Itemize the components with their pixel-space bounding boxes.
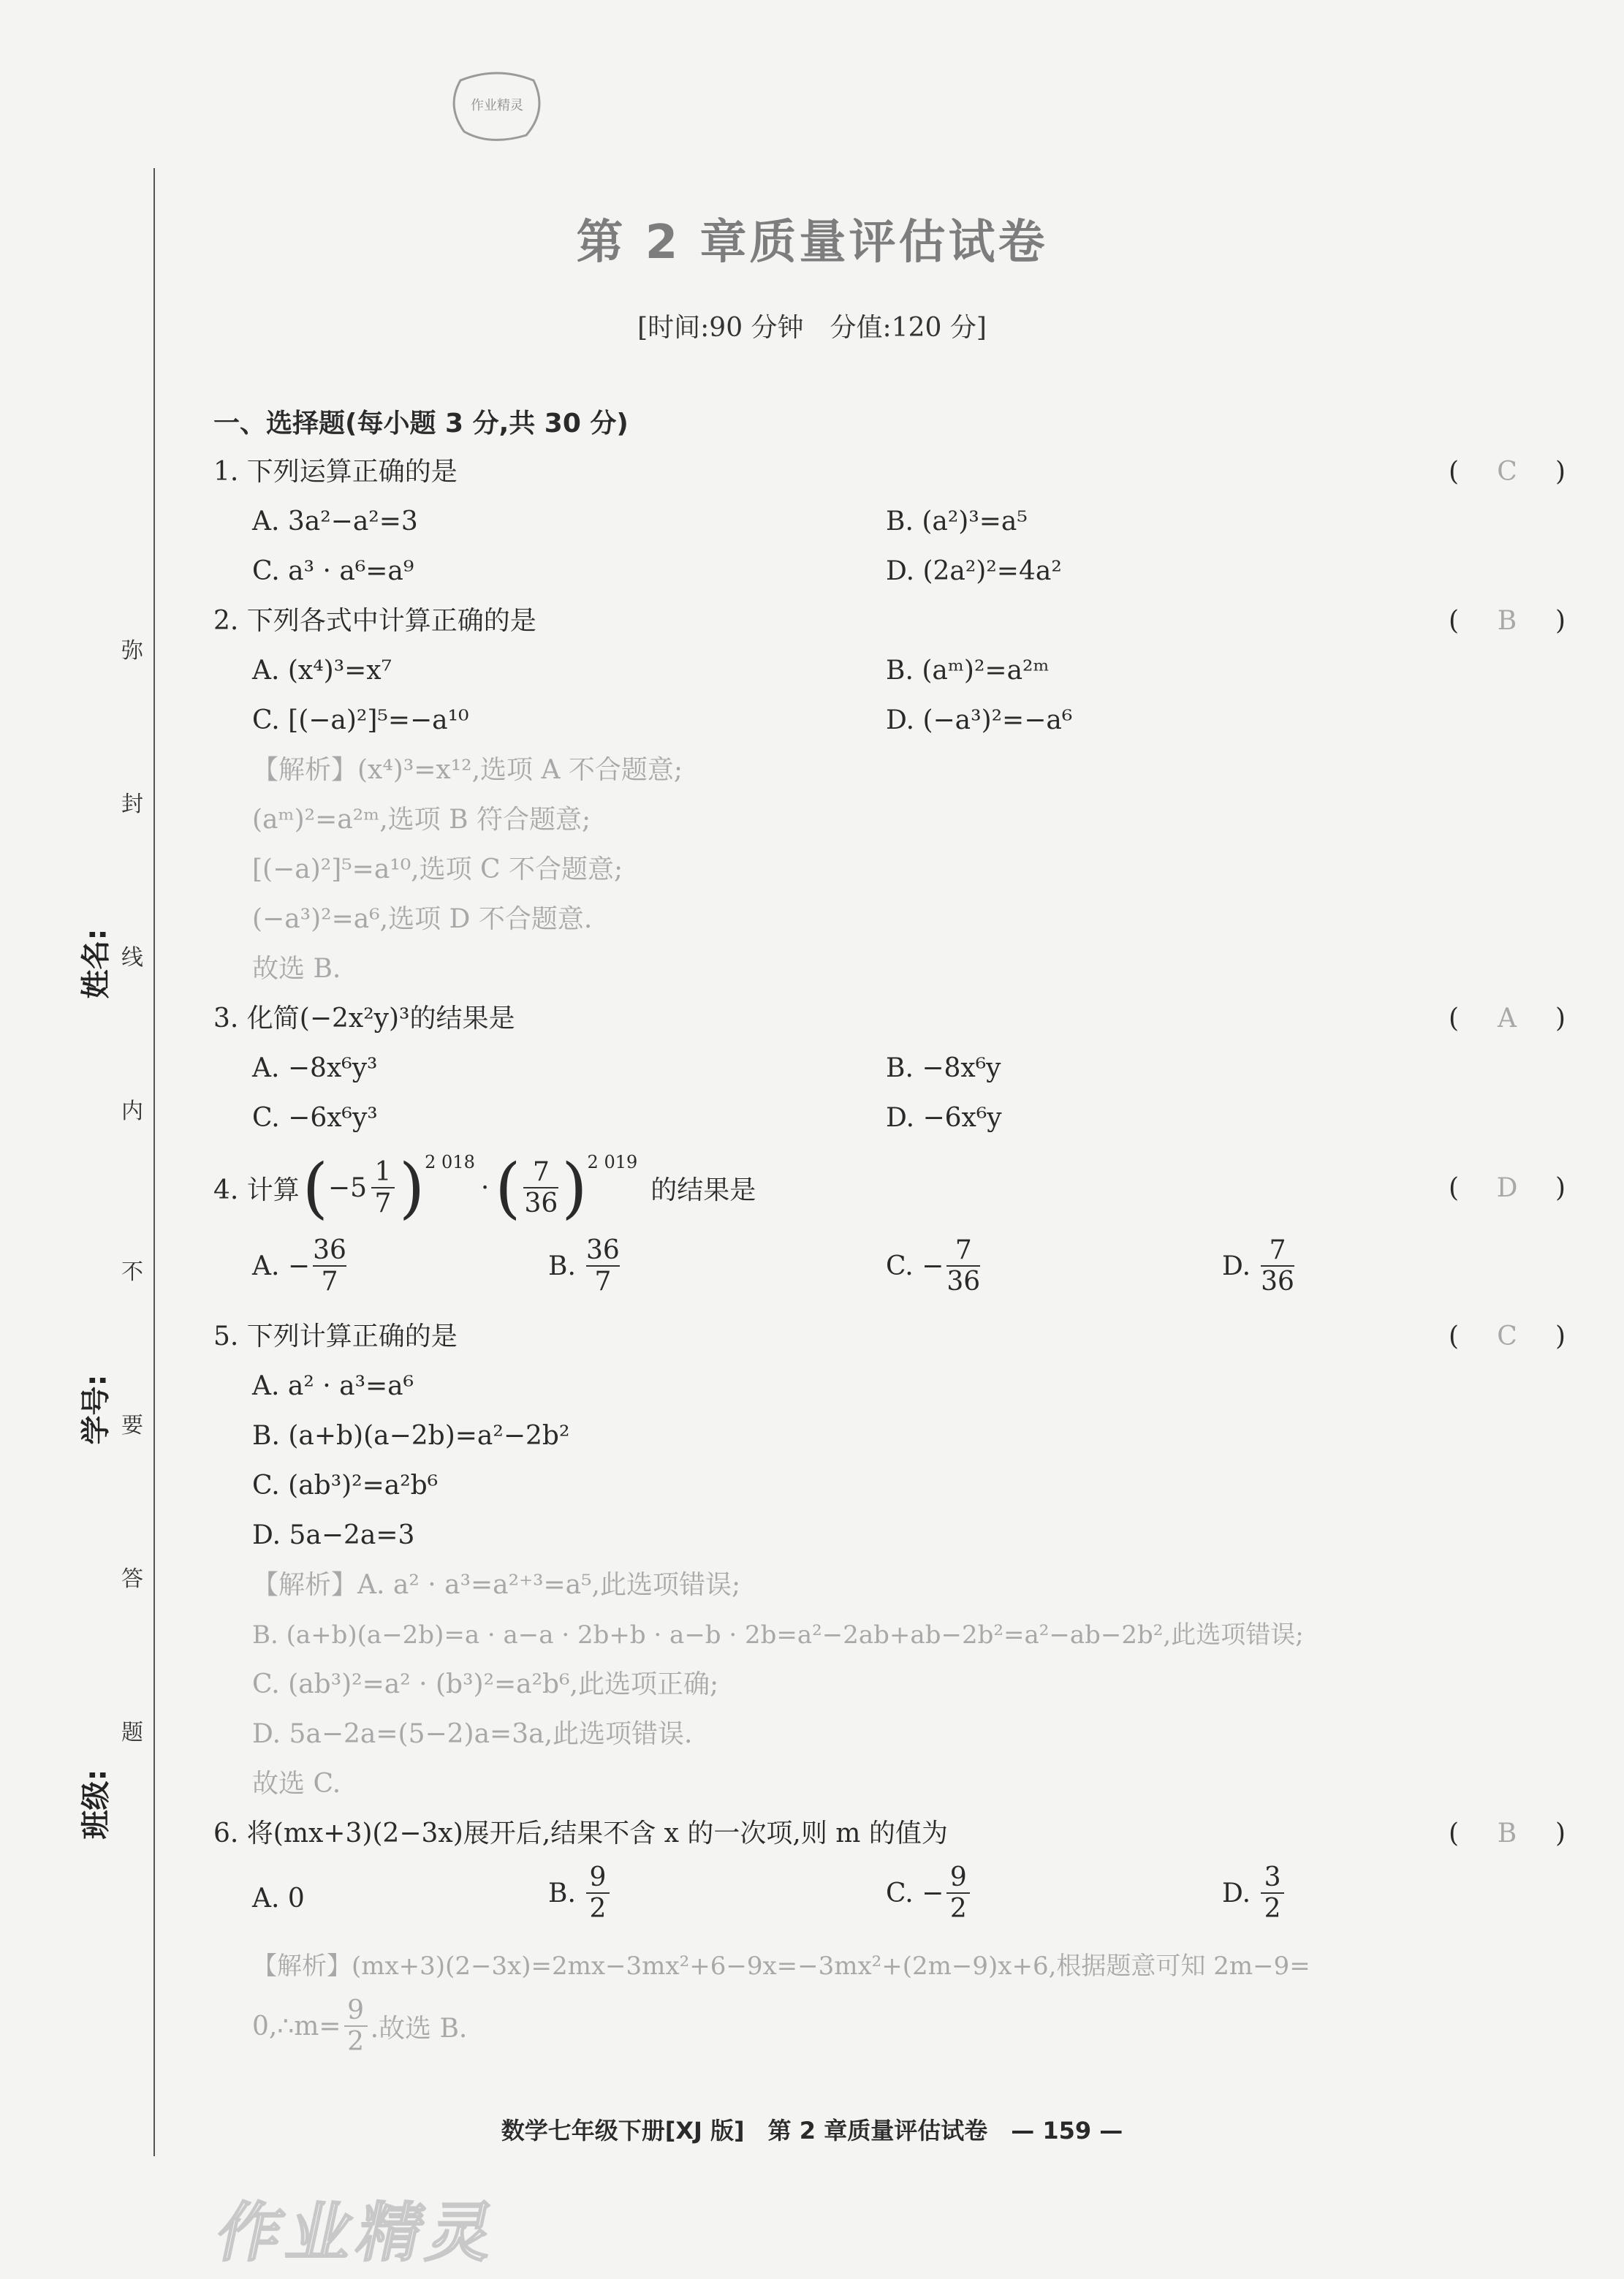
- option-prefix: D.: [1222, 1878, 1251, 1908]
- question-5-answer: ( C ): [1449, 1319, 1566, 1354]
- q4-fraction1-den: 7: [374, 1188, 392, 1218]
- margin-char: 内: [121, 1099, 143, 1124]
- q1-option-b: B. (a²)³=a⁵: [886, 507, 1028, 536]
- student-id-label: 学号:: [79, 1374, 113, 1445]
- q4-option-a: [252, 1235, 346, 1297]
- q1-option-c: C. a³ · a⁶=a⁹: [252, 556, 414, 586]
- question-1-stem: 1. 下列运算正确的是: [213, 457, 458, 487]
- margin-char: 封: [121, 792, 143, 817]
- q4-stem-post: 的结果是: [650, 1175, 756, 1205]
- page-subtitle: [时间:90 分钟 分值:120 分]: [637, 313, 987, 343]
- answer-value: D: [1496, 1173, 1518, 1203]
- q6-option-d: [1222, 1862, 1284, 1924]
- fraction-den: 2: [949, 1894, 967, 1924]
- solution-text: .故选 B.: [370, 2013, 468, 2044]
- q4-fraction2-num: 7: [532, 1157, 550, 1187]
- fraction-den: 2: [347, 2027, 365, 2057]
- fraction-den: 7: [594, 1267, 612, 1297]
- fraction-den: 36: [1261, 1267, 1294, 1297]
- class-label: 班级:: [79, 1769, 113, 1840]
- q4-fraction1-num: 1: [374, 1157, 392, 1187]
- q5-solution-line: 【解析】A. a² · a³=a²⁺³=a⁵,此选项错误;: [252, 1570, 741, 1600]
- q5-solution-line: D. 5a−2a=(5−2)a=3a,此选项错误.: [252, 1719, 693, 1749]
- option-prefix: B.: [548, 1878, 576, 1908]
- fraction-num: 9: [347, 1995, 365, 2025]
- q5-option-b: B. (a+b)(a−2b)=a²−2b²: [252, 1421, 570, 1451]
- q2-solution-line: 故选 B.: [252, 954, 341, 984]
- margin-char: 弥: [121, 638, 143, 664]
- q3-option-a: A. −8x⁶y³: [252, 1053, 378, 1083]
- q1-option-a: A. 3a²−a²=3: [252, 507, 418, 536]
- q3-option-b: B. −8x⁶y: [886, 1053, 1001, 1083]
- page-title: 第 2 章质量评估试卷: [576, 216, 1048, 270]
- watermark: 作业精灵: [210, 2195, 507, 2270]
- option-prefix: B.: [548, 1251, 576, 1281]
- q4-mixed-whole: −5: [327, 1172, 367, 1203]
- margin-char: 题: [121, 1720, 143, 1745]
- fraction-num: 9: [589, 1862, 607, 1892]
- q4-option-c: [886, 1235, 980, 1297]
- fraction-num: 7: [955, 1235, 972, 1265]
- answer-value: B: [1497, 606, 1517, 636]
- q6-solution-line: 【解析】(mx+3)(2−3x)=2mx−3mx²+6−9x=−3mx²+(2m−9)x+6,根据题意可知 2m−9=: [252, 1952, 1310, 1981]
- name-label: 姓名:: [79, 928, 113, 999]
- q1-option-d: D. (2a²)²=4a²: [886, 556, 1062, 586]
- margin-char: 线: [121, 945, 143, 971]
- q5-option-d: D. 5a−2a=3: [252, 1520, 415, 1550]
- option-prefix: D.: [1222, 1251, 1251, 1281]
- q2-solution-line: [(−a)²]⁵=a¹⁰,选项 C 不合题意;: [252, 854, 623, 884]
- option-prefix: A. −: [252, 1251, 311, 1281]
- q2-option-c: C. [(−a)²]⁵=−a¹⁰: [252, 705, 469, 735]
- q5-option-a: A. a² · a³=a⁶: [252, 1371, 414, 1401]
- svg-text:作业精灵: 作业精灵: [471, 98, 523, 113]
- q4-stem-pre: 4. 计算: [213, 1175, 300, 1205]
- question-6-answer: ( B ): [1449, 1816, 1566, 1851]
- fraction-den: 36: [946, 1267, 981, 1297]
- q5-solution-line: 故选 C.: [252, 1769, 341, 1799]
- margin-char: 不: [121, 1259, 143, 1285]
- question-2-stem: 2. 下列各式中计算正确的是: [213, 606, 536, 636]
- stamp-logo: [446, 66, 548, 146]
- answer-value: B: [1497, 1819, 1517, 1848]
- q3-option-c: C. −6x⁶y³: [252, 1103, 378, 1133]
- question-3-stem: 3. 化简(−2x²y)³的结果是: [213, 1004, 515, 1034]
- fraction-num: 7: [1269, 1235, 1286, 1265]
- q2-option-b: B. (aᵐ)²=a²ᵐ: [886, 656, 1050, 686]
- q3-option-d: D. −6x⁶y: [886, 1103, 1002, 1133]
- margin-char: 要: [121, 1413, 143, 1438]
- option-prefix: C. −: [886, 1251, 944, 1281]
- answer-value: A: [1498, 1004, 1517, 1034]
- answer-value: C: [1497, 457, 1517, 487]
- q4-exponent2: 2 019: [587, 1152, 638, 1172]
- binding-line-left: [153, 168, 155, 2156]
- q4-option-b: [548, 1235, 620, 1297]
- q6-option-a: A. 0: [252, 1884, 305, 1914]
- fraction-num: 3: [1264, 1862, 1281, 1892]
- fraction-num: 36: [586, 1235, 620, 1265]
- q5-solution-line: C. (ab³)²=a² · (b³)²=a²b⁶,此选项正确;: [252, 1669, 719, 1699]
- fraction-den: 7: [321, 1267, 338, 1297]
- q4-dot: ·: [480, 1172, 490, 1203]
- q6-solution-line: [252, 1995, 467, 2057]
- margin-char: 答: [121, 1566, 143, 1592]
- answer-value: C: [1497, 1321, 1517, 1351]
- q5-solution-line: B. (a+b)(a−2b)=a · a−a · 2b+b · a−b · 2b=a²−2ab+ab−2b²=a²−ab−2b²,此选项错误;: [252, 1620, 1304, 1650]
- question-2-answer: ( B ): [1449, 604, 1566, 639]
- question-3-answer: ( A ): [1449, 1001, 1566, 1036]
- page-footer: 数学七年级下册[XJ 版] 第 2 章质量评估试卷 — 159 —: [501, 2117, 1123, 2145]
- q2-solution-line: (aᵐ)²=a²ᵐ,选项 B 符合题意;: [252, 805, 591, 835]
- q2-solution-line: (−a³)²=a⁶,选项 D 不合题意.: [252, 904, 593, 934]
- q4-fraction2-den: 36: [524, 1188, 558, 1218]
- fraction-num: 36: [313, 1235, 346, 1265]
- question-4-stem: 4. 计算 ( −5 1 7 ) 2 018 · ( 7 36 ) 2 019 的结果是: [213, 1149, 756, 1226]
- fraction-num: 9: [949, 1862, 967, 1892]
- solution-text: 0,∴m=: [252, 2011, 341, 2041]
- q2-solution-line: 【解析】(x⁴)³=x¹²,选项 A 不合题意;: [252, 755, 683, 785]
- option-prefix: C. −: [886, 1878, 944, 1908]
- fraction-den: 2: [589, 1894, 607, 1924]
- question-4-answer: ( D ): [1449, 1171, 1566, 1206]
- q2-option-a: A. (x⁴)³=x⁷: [252, 656, 392, 686]
- section-heading: 一、选择题(每小题 3 分,共 30 分): [213, 409, 629, 439]
- q6-option-c: [886, 1862, 970, 1924]
- fraction-den: 2: [1264, 1894, 1281, 1924]
- q6-option-b: [548, 1862, 610, 1924]
- q5-option-c: C. (ab³)²=a²b⁶: [252, 1471, 439, 1501]
- q2-option-d: D. (−a³)²=−a⁶: [886, 705, 1073, 735]
- question-1-answer: ( C ): [1449, 455, 1566, 490]
- question-5-stem: 5. 下列计算正确的是: [213, 1321, 458, 1351]
- q4-option-d: [1222, 1235, 1294, 1297]
- q4-exponent1: 2 018: [425, 1152, 475, 1172]
- question-6-stem: 6. 将(mx+3)(2−3x)展开后,结果不含 x 的一次项,则 m 的值为: [213, 1819, 948, 1848]
